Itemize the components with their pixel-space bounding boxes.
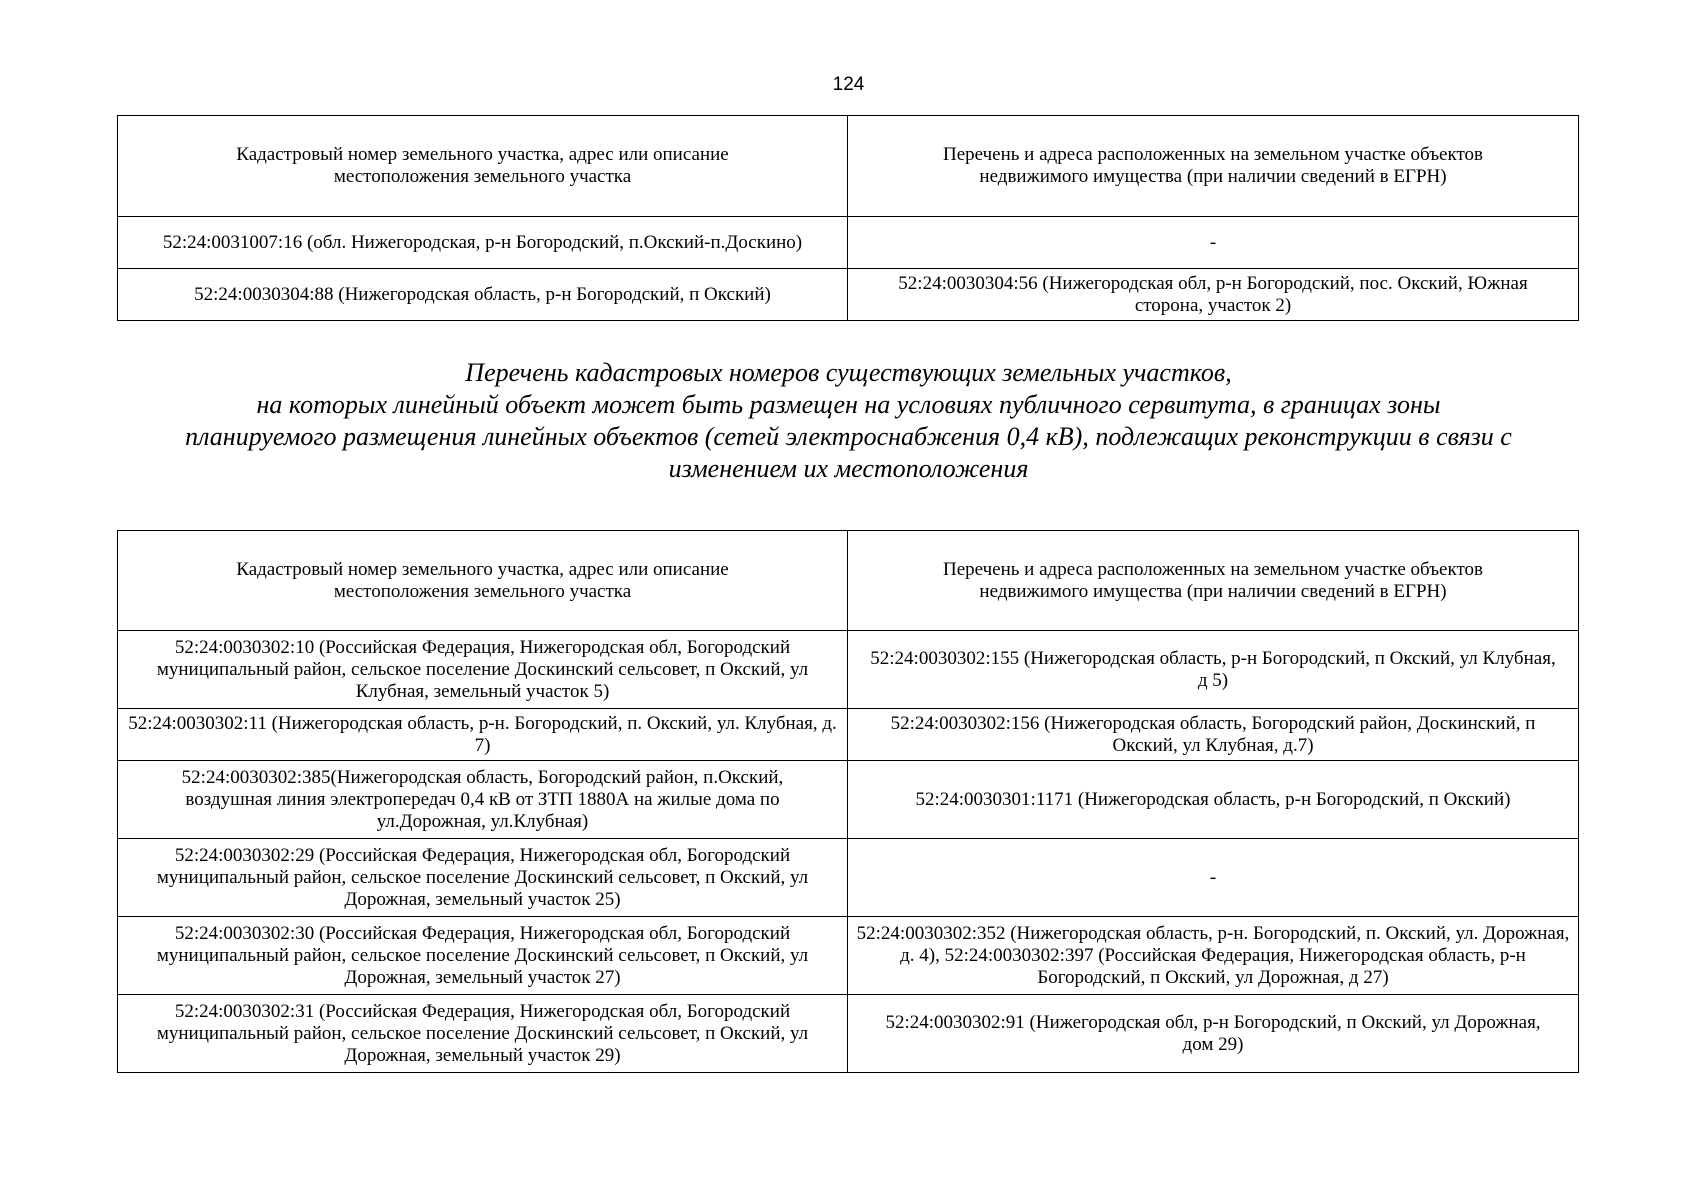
section-heading: [100, 357, 1597, 485]
cell-objects: 52:24:0030302:91 (Нижегородская обл, р-н Богородский, п Окский, ул Дорожная, дом 29): [848, 995, 1579, 1073]
cell-objects: 52:24:0030304:56 (Нижегородская обл, р-н Богородский, пос. Окский, Южная сторона, участок 2): [848, 269, 1579, 321]
table-row: [118, 269, 1579, 321]
table-header-row: [118, 116, 1579, 217]
cell-cadastral: 52:24:0030302:29 (Российская Федерация, Нижегородская обл, Богородский муниципальный район, сельское поселение Доскинский сельсовет, п Окский, ул Дорожная, земельный участок 25): [118, 839, 848, 917]
land-plots-table-1: [117, 115, 1579, 321]
table-row: [118, 217, 1579, 269]
cell-objects: 52:24:0030301:1171 (Нижегородская область, р-н Богородский, п Окский): [848, 761, 1579, 839]
table-header-row: [118, 531, 1579, 631]
cell-cadastral: 52:24:0030302:30 (Российская Федерация, Нижегородская обл, Богородский муниципальный район, сельское поселение Доскинский сельсовет, п Окский, ул Дорожная, земельный участок 27): [118, 917, 848, 995]
cell-objects: -: [848, 839, 1579, 917]
cell-objects: -: [848, 217, 1579, 269]
cell-objects: 52:24:0030302:352 (Нижегородская область, р-н. Богородский, п. Окский, ул. Дорожная, д. 4), 52:24:0030302:397 (Российская Федерация, Нижегородская область, р-н Богородский, п Окский, ул Дорожная, д 27): [848, 917, 1579, 995]
table-row: [118, 839, 1579, 917]
cell-objects: 52:24:0030302:156 (Нижегородская область, Богородский район, Доскинский, п Окский, ул Клубная, д.7): [848, 709, 1579, 761]
header-cell-cadastral: Кадастровый номер земельного участка, адрес или описание местоположения земельного участка: [118, 116, 848, 217]
header-cell-objects: Перечень и адреса расположенных на земельном участке объектов недвижимого имущества (при наличии сведений в ЕГРН): [848, 116, 1579, 217]
cell-cadastral: 52:24:0030302:385(Нижегородская область, Богородский район, п.Окский, воздушная линия электропередач 0,4 кВ от ЗТП 1880А на жилые дома по ул.Дорожная, ул.Клубная): [118, 761, 848, 839]
heading-line: планируемого размещения линейных объектов (сетей электроснабжения 0,4 кВ), подлежащих реконструкции в связи с: [185, 422, 1512, 451]
header-cell-cadastral: Кадастровый номер земельного участка, адрес или описание местоположения земельного участка: [118, 531, 848, 631]
header-cell-objects: Перечень и адреса расположенных на земельном участке объектов недвижимого имущества (при наличии сведений в ЕГРН): [848, 531, 1579, 631]
cell-cadastral: 52:24:0030304:88 (Нижегородская область, р-н Богородский, п Окский): [118, 269, 848, 321]
cell-cadastral: 52:24:0030302:11 (Нижегородская область, р-н. Богородский, п. Окский, ул. Клубная, д. 7): [118, 709, 848, 761]
cell-cadastral: 52:24:0030302:10 (Российская Федерация, Нижегородская обл, Богородский муниципальный район, сельское поселение Доскинский сельсовет, п Окский, ул Клубная, земельный участок 5): [118, 631, 848, 709]
cell-cadastral: 52:24:0030302:31 (Российская Федерация, Нижегородская обл, Богородский муниципальный район, сельское поселение Доскинский сельсовет, п Окский, ул Дорожная, земельный участок 29): [118, 995, 848, 1073]
page-number: 124: [832, 74, 865, 95]
table-row: [118, 995, 1579, 1073]
cell-objects: 52:24:0030302:155 (Нижегородская область, р-н Богородский, п Окский, ул Клубная, д 5): [848, 631, 1579, 709]
table-row: [118, 709, 1579, 761]
table-row: [118, 761, 1579, 839]
heading-line: Перечень кадастровых номеров существующих земельных участков,: [465, 358, 1232, 387]
table-row: [118, 917, 1579, 995]
table-row: [118, 631, 1579, 709]
heading-line: изменением их местоположения: [668, 454, 1029, 483]
cell-cadastral: 52:24:0031007:16 (обл. Нижегородская, р-н Богородский, п.Окский-п.Доскино): [118, 217, 848, 269]
heading-line: на которых линейный объект может быть размещен на условиях публичного сервитута, в границах зоны: [256, 390, 1441, 419]
land-plots-table-2: [117, 530, 1579, 1073]
